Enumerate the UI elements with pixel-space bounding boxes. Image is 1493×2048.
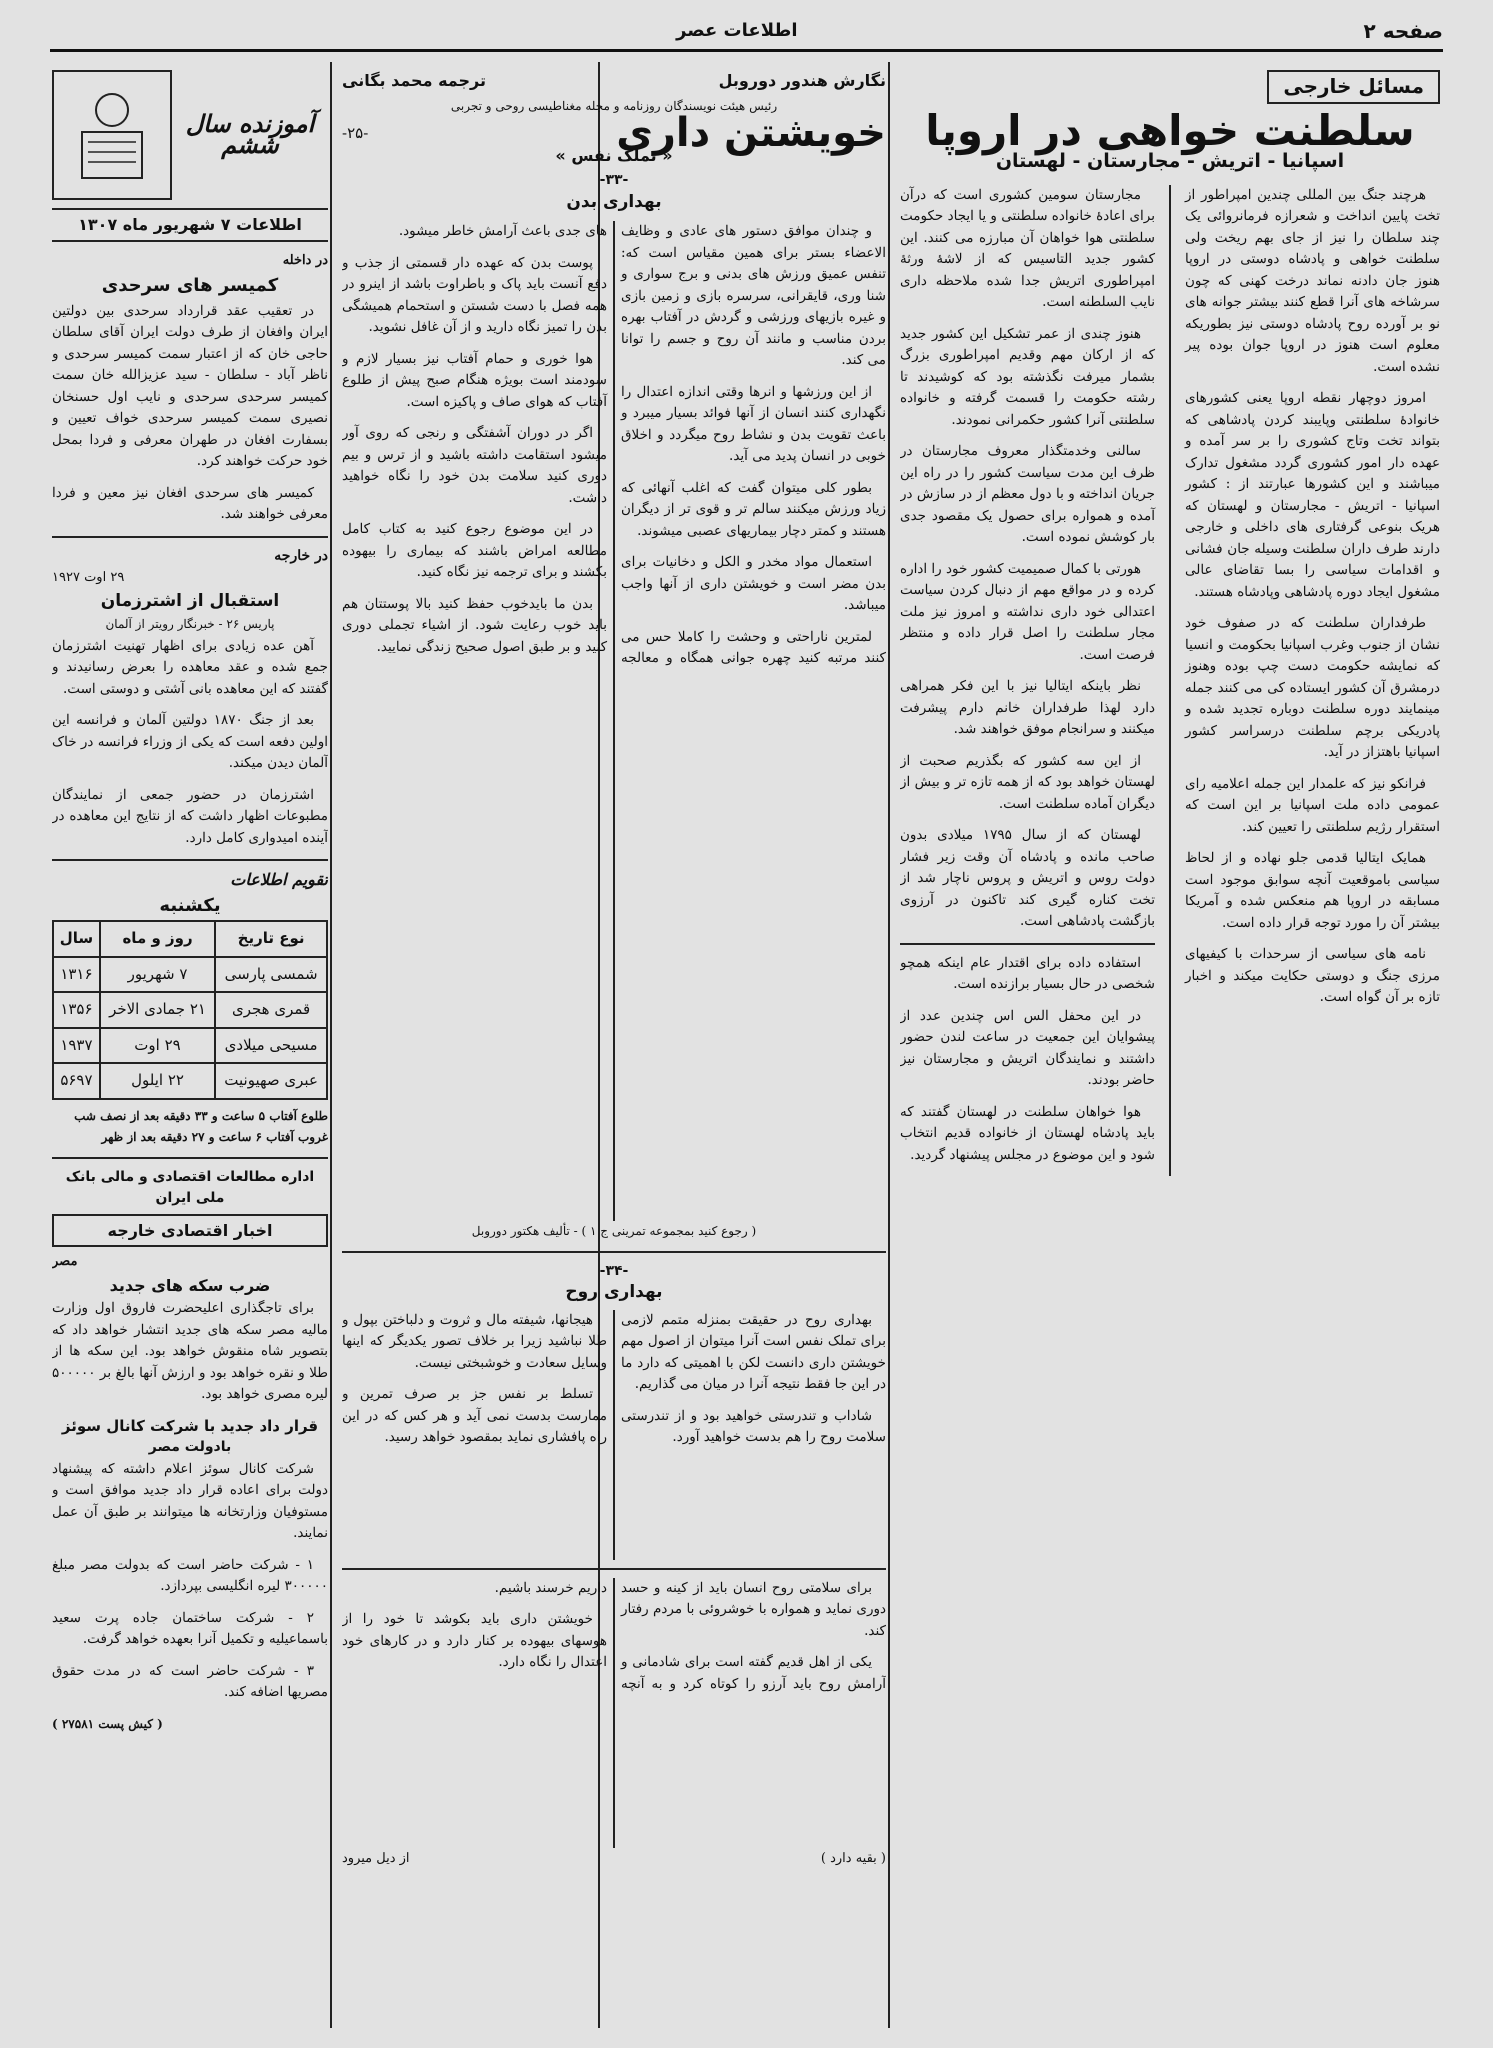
calendar-cell: ۲۹ اوت <box>100 1028 215 1064</box>
econ-office: اداره مطالعات اقتصادی و مالی بانک ملی ایران <box>65 1168 315 1206</box>
byline-translator: ترجمه محمد بگانی <box>342 71 486 90</box>
byline-author: نگارش هندور دوروبل <box>718 71 886 90</box>
paragraph: طرفداران سلطنت که در صفوف خود نشان از جنوب وغرب اسپانیا بحکومت و انسیا که نمایشه حکومت دست چپ بوده وهنوز درمشرق آن کشور ایستاده کی می کنند جمله مینمایند دوره سلطنت دوباره تجدید شده و پادریکی برچم سلطنت درسراسر کشور اسپانیا باهتزاز در آید. <box>1185 615 1440 760</box>
paragraph: کمیسر های سرحدی افغان نیز معین و فردا معرفی خواهند شد. <box>52 484 328 522</box>
calendar-table <box>52 920 328 1100</box>
paragraph: ۳ - شرکت حاضر است که در مدت حقوق مصریها اضافه کند. <box>52 1662 328 1700</box>
calendar-cell: مسیحی میلادی <box>215 1028 327 1064</box>
byline-sub: رئیس هیئت نویسندگان روزنامه و مجله مغناطیسی روحی و تجربی <box>450 98 778 113</box>
paragraph: و چندان موافق دستور های عادی و وظایف الاعضاء بستر برای همین مقیاس است که: تنفس عمیق ورزش های بدنی و برج سواری و شنا وری، قایقرانی، سرسره بازی و زمین بازی و غیره بازیهای ورزشی و گردش در آفتاب بهره بردن مناسب و مانند آن روح و جسم را توانا می کند. <box>621 223 886 368</box>
footer-series: ( بقیه دارد ) <box>820 1850 886 1866</box>
paragraph: هوا خواهان سلطنت در لهستان گفتند که باید پادشاه لهستان از خانواده قدیم انتخاب شود و این موضوع در مجلس پیشنهاد گردید. <box>900 1103 1155 1163</box>
paragraph: لهستان که از سال ۱۷۹۵ میلادی بدون صاحب مانده و پادشاه آن وقت زیر فشار دولت روس و اتریش و پروس ناچار شد از تخت کناره گیری کند تاکنون در آرزوی بازگشت پادشاهی است. <box>900 827 1155 929</box>
paragraph: شرکت کانال سوئز اعلام داشته که پیشنهاد دولت برای اعاده قرار داد جدید موافق است و مستوفیان وزارتخانه ها میتوانند بر طبق آن عمل نمایند. <box>52 1460 328 1541</box>
sunrise: طلوع آفتاب ۵ ساعت و ۳۳ دقیقه بعد از نصف شب <box>74 1108 328 1123</box>
date-line: اطلاعات ۷ شهریور ماه ۱۳۰۷ <box>52 208 328 242</box>
logo-text: آموزنده سال ششم <box>185 109 315 159</box>
chapter-title: بهداری بدن <box>566 191 662 212</box>
econ-banner: اخبار اقتصادی خارجه <box>52 1214 328 1248</box>
article-title: کمیسر های سرحدی <box>101 275 279 296</box>
paragraph: هورتی با کمال صمیمیت کشور خود را اداره کرده و در مواقع مهم از دنبال کردن سیاست اعتدالی خود داری نداشته و امروز نیز ملت مجار سلطنت را اصل قرار داده و منتظر فرصت است. <box>900 560 1155 663</box>
section-domestic: در داخله <box>282 252 328 268</box>
paragraph: امروز دوچهار نقطه اروپا یعنی کشورهای خانوادهٔ سلطنتی وپایبند کردن پادشاهی که بتواند تخت وتاج کشوری را بر سر آمده و عهده دار امور کشوری گردد مشغول تدارک میباشند و این کشورها عبارتند از : کشور اسپانیا - اتریش - مجارستان و لهستان که هریک بنوعی گرفتاری های داخلی و خارجی دارند طرف داران سلطنت وسیله جان فشانی و اقدامات سیاسی را بسا تقاضای عالی مشغول ایجاد دوره پادشاهی وپادشاه هستند. <box>1185 390 1440 600</box>
article-body <box>342 221 886 1221</box>
page-label: صفحه ۲ <box>1363 18 1443 43</box>
paragraph: فرانکو نیز که علمدار این جمله اعلامیه رای عمومی داده ملت اسپانیا بر این است که استقرار رژیم سلطنتی را تعیین کند. <box>1185 775 1440 835</box>
calendar-title: تقویم اطلاعات <box>230 870 328 889</box>
paragraph: نامه های سیاسی از سرحدات با کیفیهای مرزی جنگ و دوستی حکایت میکند و اخبار تازه بر آن گواه است. <box>1185 946 1440 1005</box>
paragraph: هیجانها، شیفته مال و ثروت و دلباختن بپول و طلا نباشید زیرا بر خلاف تصور یکدیگر که اینها وسایل سعادت و خوشبختی نیست. <box>342 1311 607 1371</box>
article-sub: پاریس ۲۶ - خبرنگار رویتر از آلمان <box>105 617 275 631</box>
inner-divider <box>1169 185 1171 1177</box>
paragraph: ۱ - شرکت حاضر است که بدولت مصر مبلغ ۳۰۰۰۰۰ لیره انگلیسی بپردازد. <box>52 1556 328 1594</box>
calendar-cell: ۷ شهریور <box>100 957 215 993</box>
footer-author: از دیل میرود <box>342 1850 410 1866</box>
calendar-cell: قمری هجری <box>215 992 327 1028</box>
ad-code: ( کیش پست ۲۷۵۸۱ ) <box>52 1716 163 1731</box>
column-foreign-affairs <box>900 60 1440 2028</box>
footer-reference: ( رجوع کنید بمجموعه تمرینی ج ۱ ) - تألیف هکتور دوروبل <box>471 1224 757 1238</box>
column-self-control <box>342 60 886 2028</box>
calendar-cell: ۵۶۹۷ <box>53 1063 100 1099</box>
calendar-cell: ۱۹۳۷ <box>53 1028 100 1064</box>
subheadline: اسپانیا - اتریش - مجارستان - لهستان <box>995 150 1345 172</box>
paragraph: لمترین ناراحتی و وحشت را کاملا حس می کنند مرتبه کنید چهره جوانی همگاه و معالجه های جدی باعث آرامش خاطر میشود. <box>398 223 886 666</box>
article-subtitle: « تملک نفس » <box>555 145 673 165</box>
section-label: مسائل خارجی <box>1267 70 1440 104</box>
calendar-cell: ۱۳۱۶ <box>53 957 100 993</box>
calendar-header: سال <box>53 921 100 957</box>
paragraph: آهن عده زیادی برای اظهار تهنیت اشترزمان جمع شده و عقد معاهده را بعرض رسانیدند و گفتند که این معاهده بانی آشتی و دوستی است. <box>52 637 328 697</box>
calendar-cell: عبری صهیونیت <box>215 1063 327 1099</box>
calendar-header: روز و ماه <box>100 921 215 957</box>
paragraph: همایک ایتالیا قدمی جلو نهاده و از لحاظ سیاسی باموقعیت آنچه سوابق موجود است مسابقه در اروپا هم منعکس شده و آمریکا بیشتر آن را مورد توجه قرار داده است. <box>1185 850 1440 931</box>
paragraph: پوست بدن که عهده دار قسمتی از جذب و دفع آنست باید پاک و باطراوت باشد از اینرو در همه فصل با دست شستن و استحمام همیشگی بدن را تمیز نگاه دارید و از آن غافل نشوید. <box>342 254 607 335</box>
paragraph: ۲ - شرکت ساختمان جاده پرت سعید باسماعیلیه و تکمیل آنرا بعهده خواهد گرفت. <box>52 1609 328 1647</box>
article-title: استقبال از اشترزمان <box>100 590 280 611</box>
series-number: -۲۵- <box>342 124 369 142</box>
article-title: ضرب سکه های جدید <box>109 1275 271 1295</box>
paragraph: بدن ما بایدخوب حفظ کنید بالا پوستتان هم باید خوب رعایت شود. از اشیاء تجملی دوری کنید و بر طبق اصول صحیح زندگی نمایید. <box>342 595 607 655</box>
country-label: مصر <box>52 1254 78 1269</box>
paragraph: بهداری روح در حقیقت بمنزله متمم لازمی برای تملک نفس است آنرا میتوان از اصول مهم خویشتن داری دانست لکن با اهمیتی که دارد ما در این جا فقط نتیجه آنرا در میان می گذاریم. <box>621 1311 886 1392</box>
sunset: غروب آفتاب ۶ ساعت و ۲۷ دقیقه بعد از ظهر <box>101 1130 328 1144</box>
chapter-number: -۳۳- <box>599 172 629 188</box>
paragraph: سالنی وخدمتگذار معروف مجارستان در ظرف این مدت سیاست کشور را در راه این جریان انداخته و با دول معظم از در سازش در آمده و همواره برای حصول یک مقصود جدی بار کوشش نموده است. <box>900 443 1155 545</box>
section-foreign: در خارجه <box>274 547 328 564</box>
paragraph: هرچند جنگ بین المللی چندین امپراطور از تخت پایین انداخت و شعرازه فرمانروائی یک چند سلطان را نیز از جای بهم ریخت ولی سلطنت خواهی و پادشاه دوستی در اروپا هنوز جان دادنه نماند درخت کهنی که چون سرشاخه های آنرا قطع کنند بیشتر جوانه های نو بر آورده روح پادشاه دوستی نیز بطوریکه معلوم است هنوز در اروپا جوان بوده پیر نشده است. <box>1185 186 1440 375</box>
paragraph: برای سلامتی روح انسان باید از کینه و حسد دوری نماید و همواره با خوشروئی با مردم رفتار کند. <box>621 1579 886 1639</box>
paragraph: اشترزمان در حضور جمعی از نمایندگان مطبوعات اظهار داشت که از نتایج این معاهده در آینده امیدواری کامل دارد. <box>52 786 328 846</box>
paragraph: تسلط بر نفس جز بر صرف تمرین و ممارست بدست نمی آید و هر کس که در این راه پافشاری نماید بمقصود خواهد رسید. <box>342 1386 607 1445</box>
article-body-lower <box>342 1310 886 1560</box>
headline: سلطنت خواهی در اروپا <box>925 105 1415 155</box>
article-title: قرار داد جدید با شرکت کانال سوئز <box>61 1416 319 1435</box>
calendar-cell: ۲۱ جمادی الاخر <box>100 992 215 1028</box>
column-news-briefs <box>52 60 328 2028</box>
paragraph: نظر باینکه ایتالیا نیز با این فکر همراهی دارد لهذا طرفداران خانم دارم پیشرفت میکنند و سرانجام موفق خواهند شد. <box>900 678 1155 737</box>
calendar-cell: شمسی پارسی <box>215 957 327 993</box>
paragraph: از این سه کشور که بگذریم صحبت از لهستان خواهد بود که از همه تازه تر و بیش از دیگران آماده سلطنت است. <box>900 752 1155 812</box>
article-body-bottom <box>342 1578 886 1848</box>
paragraph: یکی از اهل قدیم گفته است برای شادمانی و آرامش روح باید آرزو را کوتاه کرد و به آنچه داریم خرسند باشیم. <box>494 1579 886 1692</box>
chapter-number: -۳۴- <box>599 1262 629 1279</box>
page-header <box>50 12 1443 52</box>
paragraph: برای تاجگذاری اعلیحضرت فاروق اول وزارت مالیه مصر سکه های جدید انتشار خواهد داد که بتصویر شاه منقوش خواهد بود. این سکه ها از طلا و نقره خواهد بود و ارزش آنها بالغ بر ۵۰۰۰۰۰ لیره مصری خواهد بود. <box>52 1300 328 1402</box>
article-title: خویشتن داری <box>616 110 886 156</box>
calendar-cell: ۲۲ ایلول <box>100 1063 215 1099</box>
paragraph: شاداب و تندرستی خواهید بود و از تندرستی سلامت روح را هم بدست خواهید آورد. <box>621 1407 886 1445</box>
paragraph: هوا خوری و حمام آفتاب نیز بسیار لازم و سودمند است بویژه هنگام صبح پیش از طلوع آفتاب که هوای صاف و پاکیزه است. <box>342 350 607 410</box>
paragraph: بطور کلی میتوان گفت که اغلب آنهائی که زیاد ورزش میکنند سالم تر و قوی تر از دیگران هستند و کمتر دچار بیماریهای عصبی میشوند. <box>621 479 886 539</box>
paragraph: استعمال مواد مخدر و الکل و دخانیات برای بدن مضر است و خویشتن داری از آنها واجب میباشد. <box>621 554 886 613</box>
paragraph: خویشتن داری باید بکوشد تا خود را از هوسهای بیهوده بر کنار دارد و در کارهای خود اعتدال را نگاه دارد. <box>342 1611 607 1670</box>
weekday: یکشنبه <box>159 894 221 916</box>
paragraph: مجارستان سومین کشوری است که درآن برای اعادهٔ خانواده سلطنتی و یا ایجاد حکومت سلطنتی هوا خواهان آن مبارزه می کنند. این کشور جدید التاسیس که از لاشهٔ ورثهٔ امپراطوری اتریش جدا شده ملاحظه داری نایب السلطنه است. <box>900 186 1155 310</box>
chapter-title: بهداری روح <box>565 1282 663 1302</box>
paragraph: اگر در دوران آشفتگی و رنجی که روی آور میشود استقامت داشته باشید و از ترس و بیم دوری کنید سلامت بدن خود را نگاه خواهید داشت. <box>342 425 607 506</box>
calendar-cell: ۱۳۵۶ <box>53 992 100 1028</box>
paragraph: هنوز چندی از عمر تشکیل این کشور جدید که از ارکان مهم وقدیم امپراطوری بزرگ بشمار میرفت نگذشته بود که کوشیدند تا رشته حکومت را قسمت گرفته و خانواده سلطنتی آنرا کشور حکمرانی نمودند. <box>900 325 1155 428</box>
dateline: ۲۹ اوت ۱۹۲۷ <box>52 570 125 585</box>
paragraph: در تعقیب عقد قرارداد سرحدی بین دولتین ایران وافغان از طرف دولت ایران آقای سلطان حاجی خان که از اعتبار سمت کمیسر سرحدی و ناظر آباد - سلطان - سید عزیزالله خان سمت کمیسر سرحدی سرحدی و نایب اول حسنخان نصیری سمت کمیسر سرحدی خواف تعیین و بسفارت افغان در طهران معرفی و فردا بمحل خود حرکت خواهند کرد. <box>52 302 328 469</box>
paragraph: بعد از جنگ ۱۸۷۰ دولتین آلمان و فرانسه این اولین دفعه است که یکی از وزراء فرانسه در خاک آلمان دیدن میکند. <box>52 712 328 771</box>
column-divider <box>888 62 890 2028</box>
paragraph: در این موضوع رجوع کنید به کتاب کامل مطالعه امراض باشند که بیماری را بیهوده بکشند و برای ترجمه نیز نگاه کنید. <box>342 521 607 580</box>
paragraph: استفاده داده برای اقتدار عام اینکه همچو شخصی در حال بسیار برازنده است. <box>900 954 1155 992</box>
calendar-header: نوع تاریخ <box>215 921 327 957</box>
paragraph: از این ورزشها و انرها وقتی اندازه اعتدال را نگهداری کنند انسان از آنها فوائد بسیار میبرد و باعث تقویت بدن و نشاط روح میگردد و اخلاق خوبی در انسان پدید می آید. <box>621 383 886 464</box>
column-divider <box>330 62 332 2028</box>
reader-illustration-icon <box>52 70 172 200</box>
col2-text <box>900 185 1155 1177</box>
paper-name: اطلاعات عصر <box>676 20 798 41</box>
paragraph: در این محفل الس اس چندین عدد از پیشوایان این جمعیت در ساعت لندن حضور داشتند و نمایندگان اتریش و مجارستان نیز حاضر بودند. <box>900 1007 1155 1088</box>
article-sub: بادولت مصر <box>148 1439 232 1455</box>
col1-text-a <box>1185 185 1440 1177</box>
